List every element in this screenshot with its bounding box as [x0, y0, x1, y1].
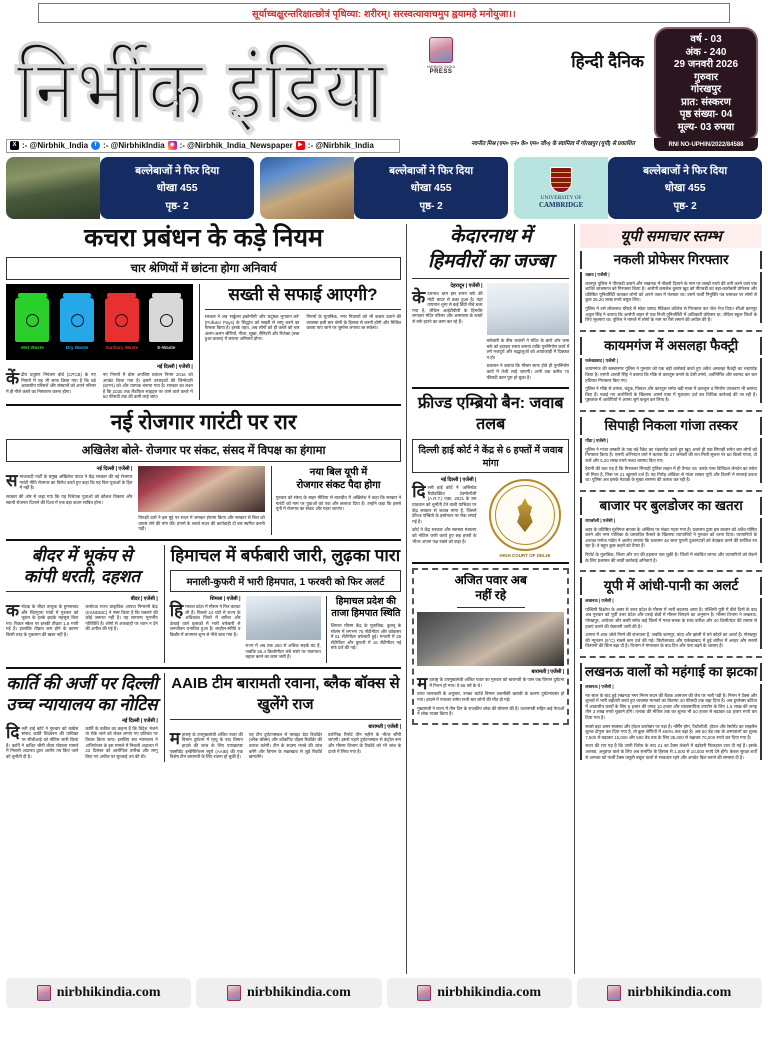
rojgar-body-3: [276, 495, 401, 512]
rojgar-byline: नई दिल्ली | एजेंसी |: [96, 466, 133, 473]
court-emblem-icon: [512, 498, 538, 532]
aaib-paragraph-1: महाराष्ट्र के उपमुख्यमंत्री अजित पवार की विमान दुर्घटना में मृत्यु के बाद विमान हादसे की जांच के लिए एयरक्राफ्ट एक्सीडेंट इन्वेस्टिगेशन ब्यूरो (AAIB) की एक विशेष टीम बारामती के लिए रवाना हो चुकी है।: [169, 728, 243, 760]
sidebar-headline-3: बाजार पर बुलडोजर का खतरा: [580, 497, 762, 515]
court-seal-label: HIGH COURT OF DELHI: [499, 553, 551, 559]
sidebar-para-0-1: कानपुर पुलिस ने पीएचडी कराने और लखनऊ में नौकरी दिलाने के नाम पर लाखों रुपये की ठगी करने वाले एक शातिर जालसाज को गिरफ्तार किया है। आरोपी कमलेश कुमार खुद को पीएचडी का बड़ा-कारोबारी प्रोफेसर और प्रतिष्ठित यूनिवर्सिटी बताकर लोगों को अपने जाल में फंसाता था। उसने फर्जी नियुक्ति पत्र थमाकर पर लोगों से कुल 35.20 लाख रुपये वसूल लिए।: [585, 280, 757, 303]
rojgar-paragraph-4: सरकार की ओर से कहा गया कि यह विधेयक युवाओं को कौशल विकास और स्थायी रोजगार दिलाने की दिशा में एक बड़ा कदम साबित होगा।: [6, 493, 133, 505]
promo-card[interactable]: [6, 157, 254, 219]
sidebar-news-item[interactable]: [580, 497, 762, 572]
sidebar-para-4-1: पश्चिमी विक्षोभ के असर से उत्तर प्रदेश के मौसम में भारी बदलाव आया है। पश्चिमी यूपी में बीते दिनों के बाद अब गुरुवार को पूर्वी उत्तर प्रदेश और तराई क्षेत्रों में मौसम बिगड़ने का अनुमान है। मौसम विभाग ने लखनऊ, गोरखपुर, अयोध्या और बस्ती समेत कई जिलों में गरज-चमक के साथ बारिश और 40 किमी/घंटा की रफ्तार से हवाएं चलने की चेतावनी जारी की है।: [585, 606, 757, 629]
karti-aaib-row: [6, 673, 401, 763]
article-karti-notice: [6, 673, 158, 763]
youtube-icon[interactable]: ▶: [296, 141, 305, 150]
sidebar-byline-1: फर्रुखाबाद | एजेंसी |: [585, 357, 618, 363]
embryo-subhead: दिल्ली हाई कोर्ट ने केंद्र से 6 हफ्तों में जवाब मांगा: [412, 439, 569, 473]
obit-paragraph-3: मुख्यमंत्री ने राज्य में तीन दिन के राजकीय शोक की घोषणा की है। प्रधानमंत्री सहित कई नेताओं ने शोक व्यक्त किया है।: [417, 705, 565, 717]
masthead-tagline: हिन्दी दैनिक: [571, 52, 644, 71]
footer-site-url[interactable]: nirbhikindia.com: [246, 985, 351, 1000]
edition-pages: पृष्ठ संख्या- 04: [679, 109, 733, 120]
himachal-body-1: [169, 600, 241, 638]
sidebar-news-item[interactable]: [580, 577, 762, 658]
himachal-paragraph-1: हिमाचल प्रदेश में मौसम ने फिर करवट ली है। पिछले 24 घंटों में राज्य के अधिकांश जिलों में बारिश और ऊंचाई वाले इलाकों में भारी बर्फबारी से जनजीवन प्रभावित हुआ है। लाहौल-स्पीति व किन्नौर में तापमान शून्य से नीचे चला गया है।: [169, 600, 241, 637]
article-bidar-earthquake: [6, 545, 158, 663]
sidebar-headline-1: कायमगंज में असलहा फैक्ट्री: [580, 337, 762, 355]
sidebar-body-0: [580, 272, 762, 323]
footer-site-url[interactable]: nirbhikindia.com: [627, 985, 732, 1000]
himachal-subhead: मनाली-कुफरी में भारी हिमपात, 1 फरवरी को फिर अलर्ट: [170, 570, 401, 592]
kedarnath-body-1: [412, 288, 483, 325]
social-media-bar: [6, 138, 762, 153]
promo-line2: धोखा 455: [664, 182, 706, 194]
bin-label-dry: Dry Waste: [65, 345, 89, 350]
page-title: निर्भीक इंडिया: [16, 43, 387, 138]
social-handles: [6, 139, 400, 153]
obit-headline-line2: नहीं रहे: [475, 588, 507, 603]
lead-sub-article-title: सख्ती से सफाई आएगी?: [228, 285, 378, 304]
rojgar-paragraph-1: समाजवादी पार्टी के प्रमुख अखिलेश यादव ने केंद्र सरकार की नई रोजगार गारंटी नीति रोजगार का विरोध करते हुए कहा कि यह बिल युवाओं के हित में नहीं है।: [6, 471, 133, 491]
bidar-body: [6, 600, 158, 638]
sidebar-byline-0: उन्नाव | एजेंसी |: [585, 272, 610, 277]
waste-bins-photo: [6, 284, 193, 360]
himachal-paragraph-3: राज्य में अब तक 250 से अधिक सड़कें बंद हैं, जबकि 55.4 किलोमीटर लंबे रास्ते पर यातायात बहाल करने का काम जारी है।: [245, 642, 321, 660]
himachal-body-3: [246, 643, 321, 660]
rojgar-subhead: अखिलेश बोले- रोजगार पर संकट, संसद में विपक्ष का हंगामा: [6, 439, 401, 462]
kedarnath-headline-line2: हिमवीरों का जज्बा: [428, 251, 554, 272]
bin-wet-waste: [15, 298, 49, 350]
social-handle-instagram[interactable]: :- @Nirbhik_India_Newspaper: [179, 141, 293, 150]
social-handle-x[interactable]: :- @Nirbhik_India: [22, 141, 89, 150]
aaib-headline: AAIB टीम बारामती रवाना, ब्लैक बॉक्स से खुलेंगे राज: [171, 674, 400, 713]
bin-dry-waste: [60, 298, 94, 350]
sidebar-body-3: [580, 518, 762, 563]
rojgar-body-2: [138, 515, 264, 532]
rojgar-box-title-line2: रोजगार संकट पैदा होगा: [296, 480, 381, 492]
sidebar-byline-5: लखनऊ | एजेंसी |: [585, 683, 614, 689]
sidebar-body-1: [580, 358, 762, 403]
promo-card[interactable]: [260, 157, 508, 219]
sidebar-para-0-2: पुलिस ने उसे लोकनाथ चौराहे से स्वेता प्रसाद मेडिकल कॉलेज से गिरफ्तार कर जेल भेज दिया। सीओ कानपुर अतुल सिंह ने बताया कि आरोपी बाहर से एक निजी यूनिवर्सिटी में अधिकारी प्रोफेसर था, लेकिन स्कूल जिलों के लिए सूचनाएं था। पुलिस ने मामले में लोगों के नाम पर पैसे लगाने की अपील की है।: [585, 305, 757, 323]
sidebar-headline-2: सिपाही निकला गांजा तस्कर: [580, 417, 762, 435]
sidebar-news-item[interactable]: [580, 417, 762, 492]
promo-line2: धोखा 455: [410, 182, 452, 194]
lead-headline: कचरा प्रबंधन के कड़े नियम: [84, 224, 324, 252]
up-news-sidebar: [574, 224, 762, 974]
edition-day: गुरुवार: [694, 71, 718, 83]
sidebar-headline-0: नकली प्रोफेसर गिरफ्तार: [580, 251, 762, 269]
bin-label-sanitary: Sanitary Waste: [105, 345, 139, 350]
middle-column: [406, 224, 569, 974]
bidar-headline-line2: कांपी धरती, दहशत: [23, 566, 141, 586]
promo-text: [100, 157, 254, 219]
masthead: [6, 25, 762, 137]
press-logo-icon: [429, 37, 453, 63]
obit-body: [417, 674, 565, 717]
promo-line1: बल्लेबाजों ने फिर दिया: [643, 165, 728, 177]
sanskrit-motto-banner: [38, 3, 730, 23]
promo-cards-row: [6, 157, 762, 219]
sidebar-news-item[interactable]: [580, 663, 762, 767]
lead-paragraph-3: केंद्रीय प्रदूषण नियंत्रण बोर्ड (CPCB) के नए नियमों में यह भी साफ किया गया है कि बड़े आवासीय परिसरों और संस्थानों को अपने परिसर में ही गीले कचरे का निस्तारण करना होगा।: [6, 369, 96, 394]
obit-paragraph-2: प्राप्त जानकारी के अनुसार, उनका चार्टर्ड विमान तकनीकी खराबी के कारण दुर्घटनाग्रस्त हो गया। हादसे में पायलट समेत सभी चार लोगों की मौत हो गई।: [417, 691, 565, 702]
press-logo: [424, 37, 458, 75]
sidebar-title: यूपी समाचार स्तम्भ: [580, 224, 762, 248]
lead-body-right: [205, 314, 401, 342]
aaib-paragraph-3: प्रारंभिक रिपोर्ट तीन महीने के भीतर सौंपी जाएगी। इससे पहले दुर्घटनास्थल से कंट्रोल रूम और मौसम विभाग के रिकॉर्ड को भी जांच के दायरे में लिया गया है।: [328, 731, 402, 754]
bidar-himachal-row: [6, 545, 401, 663]
rni-number: RNI NO-UPHIN/2022/84588: [654, 138, 758, 151]
karti-byline: नई दिल्ली | एजेंसी |: [122, 717, 158, 724]
sidebar-para-3-1: शहर के प्रतिष्ठित मुंशीगंज बाजार के अस्तित्व पर संकट गहरा गया है। प्रशासन द्वारा इस बाजार को अवैध घोषित करने और नगर पालिका के प्रस्तावित फैसले के खिलाफ व्यापारियों ने गुरुवार को धरना दिया। व्यापारियों के अध्यक्ष मनोज पांडेय ने आरोप लगाया कि प्रशासन 48 साल पुरानी दुकानदारों को बेदखल करने की साजिश रच रहा है। वे बहुत कुछ कहने को तैयार हैं।: [585, 526, 757, 549]
sidebar-body-5: [580, 684, 762, 760]
aaib-paragraph-2: यह टीम दुर्घटनास्थल से फ्लाइट डेटा रिकॉर्डर (ब्लैक बॉक्स) और कॉकपिट वॉइस रिकॉर्डर की तलाश करेगी। टीम के सदस्य मलबे की जांच करेंगे और विमान के रखरखाव से जुड़े रिकॉर्ड खंगालेंगे।: [248, 731, 323, 760]
himachal-paragraph-2: शिमला मौसम केंद्र के मुताबिक, कुल्लू के सोलंग में लगभग 75 सेंटीमीटर और कोकसर में 51 सेंटीमीटर बर्फबारी हुई। मनाली में 28 सेंटीमीटर और कुफरी में 16 सेंटीमीटर नई बर्फ दर्ज की गई।: [330, 622, 402, 651]
obit-byline: बारामती | एजेंसी |: [531, 669, 565, 676]
bidar-paragraph-1: कर्नाटक के बीदर तालुक के हुमनाबाद और चिटगुप्पा गांवों में गुरुवार को भूकंप के हल्के झटके महसूस किए गए। रिक्टर स्केल पर इसकी तीव्रता 1.8 मापी गई है। हालांकि तीव्रता कम होने के कारण किसी तरह के नुकसान की खबर नहीं है।: [6, 600, 79, 637]
delhi-high-court-seal-icon: [489, 479, 561, 551]
cambridge-line1: UNIVERSITY OF: [540, 195, 582, 201]
kedarnath-byline: देहरादून | एजेंसी |: [450, 283, 483, 289]
kedarnath-paragraph-3: प्रशासन ने बताया कि मौसम साफ होते ही पुनर्निर्माण कार्य में तेजी लाई जाएगी। अभी तक करीब 70 फीसदी काम पूरा हो चुका है।: [486, 363, 570, 380]
kedarnath-snow-photo: [487, 283, 570, 335]
sidebar-para-2-2: हैरानी की बात यह है कि गिरफ्तार सिपाही पुलिस लाइन में ही तैनात था। उसके पास डिजिटल लेनदेन का ब्योरा भी मिला है, जिस पर 21 खुलासे दर्ज हैं। यह गिरोह ओडिशा से गांजा लाकर यूपी और दिल्ली में सप्लाई करता था। पुलिस अब इसके नेटवर्क के मुख्य सरगना की तलाश कर रही है।: [585, 466, 757, 483]
main-content-grid: [6, 224, 762, 974]
promo-text: [608, 157, 762, 219]
promo-page-ref: पृष्ठ- 2: [165, 201, 189, 212]
promo-page-ref: पृष्ठ- 2: [419, 201, 443, 212]
promo-line2: धोखा 455: [156, 182, 198, 194]
footer-site-cell[interactable]: [6, 978, 191, 1008]
karti-body: [6, 722, 158, 763]
sidebar-para-2-1: पुलिस ने गांजा तस्करी के एक बड़े रैकेट का भंडाफोड़ करते हुए खुद अपने ही एक सिपाही समेत चार लोगों को गिरफ्तार किया है। एसपी अभिनंदन वर्मा ने बताया कि 27 जनवरी की रात मिली सूचना पर 60 किलो गांजा, दो कारें और 5.20 लाख रुपये नकद बरामद किए गए।: [585, 446, 757, 463]
sidebar-byline-3: रायबरेली | एजेंसी |: [585, 518, 616, 524]
article-himachal-snow: [164, 545, 401, 663]
sidebar-para-1-2: पुलिस ने मौके से तमंचा, बंदूक, पिस्टल और कारतूस समेत बड़ी मात्रा में कारतूस व निर्माण उपकरण भी बरामद किए हैं। पकड़े गए आरोपियों के खिलाफ आर्म्स एक्ट में मुकदमा दर्ज कर विधिक कार्रवाई की जा रही है। पूछताछ में आरोपियों ने अपना जुर्म कबूल कर लिया है।: [585, 386, 757, 403]
footer-site-cell[interactable]: [577, 978, 762, 1008]
edition-date: 29 जनवरी 2026: [673, 59, 739, 70]
embryo-byline: नई दिल्ली | एजेंसी |: [440, 477, 477, 484]
edition-place: गोरखपुर: [690, 84, 722, 95]
footer-logo-icon: [227, 985, 241, 1001]
promo-photo-police: [6, 157, 100, 219]
sidebar-byline-4: लखनऊ | एजेंसी |: [585, 598, 614, 604]
instagram-icon[interactable]: ◉: [169, 142, 175, 148]
footer-site-cell[interactable]: [196, 978, 381, 1008]
kedarnath-paragraph-2: बर्फबारी के बीच जवानों ने मंदिर के चारों ओर जमा बर्फ को हटाकर रास्ता बनाया ताकि पुनर्निर्माण कार्य में लगे मजदूरों और श्रद्धालुओं को आवाजाही में दिक्कत न हो।: [486, 338, 570, 360]
bidar-headline-line1: बीदर में भूकंप से: [31, 545, 133, 565]
newspaper-page: [0, 3, 768, 1043]
lead-byline: नई दिल्ली | एजेंसी |: [157, 364, 193, 370]
footer-logo-icon: [37, 985, 51, 1001]
lead-subhead: चार श्रेणियों में छांटना होगा अनिवार्य: [6, 257, 401, 280]
left-column: [6, 224, 401, 974]
embryo-headline: फ्रीज्ड एम्ब्रियो बैन: जवाब तलब: [417, 395, 564, 434]
karti-paragraph-2: कार्ति के वकील का कहना है कि विदेश भेजने या रोके जाने को लेकर लगाए गए प्रतिबंध पर विचार किया जाए। इसलिए सत्र न्यायालय ने अभियोजन के इस मामले में निचली अदालत में 23 दिसंबर को आरोपित्व तारीख और लागू किए गए अपील पर सुनवाई तय की थी।: [85, 725, 158, 759]
karti-headline-line2: उच्च न्यायालय का नोटिस: [6, 694, 158, 714]
edition-info-box: [654, 27, 758, 140]
social-handle-facebook[interactable]: :- @NirbhikIndia: [103, 141, 165, 150]
sidebar-headline-5: लखनऊ वालों को महंगाई का झटका: [580, 663, 762, 681]
himachal-body-2: [331, 623, 401, 651]
edition-type: प्रात: संस्करण: [681, 96, 731, 108]
press-logo-label: PRESS: [429, 69, 453, 75]
article-kedarnath: [412, 224, 569, 383]
bidar-byline: बीदर | एजेंसी |: [130, 595, 158, 602]
sidebar-para-5-3: सदन की राय यह है कि जानी विरोध के बाद 21 का टैक्स लेकरों में बढ़ोतरी फिलहाल टाल दी गई है। इसके अलावा, अनुज्ञप्त वाले के लिए अब समर्पित के हिसाब से 1,000 से 10,000 रुपये देने होंगे। केबल सुरक्षा शर्तों से अन्यथा को फर्जी टैक्स वसूली वसूल वालों से सावधान रहने और अपडेट बिल बनाने की समस्या दी है।: [585, 743, 757, 760]
lead-paragraph-4: नए नियमों में ठोस अपशिष्ट प्रबंधन नियम 2016 को अपडेट किया गया है। इसमें उत्पादकों की जिम्मेदारी (EPR) को और व्यापक बनाया गया है। सरकार का लक्ष्य है कि 2030 तक लैंडफिल साइट्स पर जाने वाले कचरे में 50 फीसदी तक की कमी लाई जाए।: [102, 372, 193, 400]
sidebar-para-1-1: कायमगंज की कस्बानगर पुलिस ने गुरुवार को एक बड़ी कार्रवाई करते हुए अवैध असलहा फैक्ट्री का भंडाफोड़ किया है। एसपी आरती सिंह ने बताया कि मौके से कारतूस बनाने के देसी तमंचे, अर्धनिर्मित और बरामद कर चार हथियार गिरफ्तार किए गए।: [585, 366, 757, 383]
karti-paragraph-1: दिल्ली हाई कोर्ट ने गुरुवार को कांग्रेस सांसद कार्ति चिदंबरम की याचिका पर सीबीआई को नोटिस जारी किया है। कार्ति ने कथित चीनी वीजा घोटाला मामले में निचली अदालत द्वारा आरोप तय किए जाने को चुनौती दी है।: [6, 722, 79, 759]
karti-headline-line1: कार्ति की अर्जी पर दिल्ली: [6, 673, 158, 693]
aaib-body: [169, 728, 402, 761]
bidar-paragraph-2: कर्नाटक राज्य प्राकृतिक आपदा निगरानी केंद्र (KSNDMC) ने स्पष्ट किया है कि घबराने की कोई जरूरत नहीं है। यह सामान्य भूगर्भीय गतिविधि है। लोगों से अफवाहों पर ध्यान न देने की अपील की गई है।: [85, 603, 158, 632]
rojgar-headline: नई रोजगार गारंटी पर रार: [110, 411, 297, 435]
footer-logo-icon: [417, 985, 431, 1001]
facebook-icon[interactable]: f: [91, 141, 100, 150]
bin-e-waste: [149, 298, 183, 350]
himachal-byline: शिमला | एजेंसी |: [210, 595, 241, 602]
sidebar-para-5-2: सबसे बड़ा असर स्वास्थ्य और होटल कारोबार पर पड़ा है। नर्सिंग होम, पैथोलॉजी, होटल और रेस्टोरेंट का लाइसेंस शुल्क दोगुना कर दिया गया है, तो कुछ श्रेणियों में 400% तक बढ़ा है। अब 50 बेड तक के अस्पतालों का शुल्क 7,500 से बढ़ाकर 15,000 और 500 बेड तक के लिए 35,000 से बढ़ाकर 70,000 रुपये कर दिया गया है।: [585, 723, 757, 740]
lead-paragraph-1: सरकार ने अब 'सर्कुलर इकोनॉमी' और 'प्रदूषक भुगतान करे' (Polluter Pays) के सिद्धांत को सख्ती से लागू करने का फैसला किया है। इसके तहत, अब लोगों को ही कचरे को चार अलग-अलग श्रेणियों, गीला, सूखा, सैनिटरी और रिजेक्ट (बचा हुआ कचरा) में छांटना अनिवार्य होगा।: [204, 314, 300, 342]
obit-paragraph-1: महाराष्ट्र के उपमुख्यमंत्री अजित पवार का गुरुवार को बारामती के पास एक विमान दुर्घटना में निधन हो गया। वे 66 वर्ष के थे।: [417, 674, 565, 694]
promo-text: [354, 157, 508, 219]
article-waste-management: [6, 224, 401, 400]
footer-website-bar: [6, 978, 762, 1008]
sidebar-news-item[interactable]: [580, 251, 762, 332]
sidebar-body-2: [580, 438, 762, 483]
lead-body-left: [6, 369, 193, 400]
sidebar-news-item[interactable]: [580, 337, 762, 412]
rojgar-paragraph-2: गुरुवार को संसद के बाहर मीडिया से बातचीत में अखिलेश ने कहा कि सरकार ने गारंटी को नाम पर युवाओं को एक और छलावा दिया है। उन्होंने कहा कि इससे यूपी में रोजगार का संकट और गहरा जाएगा।: [275, 495, 402, 512]
obit-headline-line1: अजित पवार अब: [454, 573, 527, 588]
article-aaib-team: [164, 673, 401, 763]
kedarnath-body-2: [487, 338, 570, 380]
article-frozen-embryo: [412, 393, 569, 558]
promo-page-ref: पृष्ठ- 2: [673, 201, 697, 212]
cambridge-logo: [514, 157, 608, 219]
sidebar-para-3-2: रिपोर्ट के मुताबिक, जिला और तय की हड़ताल चल चुकी है। जिलों में संबंधित लागत और व्यापारियों को रोकने के लिए प्रशासन की लाठी कार्रवाई अनिवार्य है।: [585, 552, 757, 563]
embryo-body-1: [412, 482, 477, 544]
akhilesh-yadav-photo: [138, 466, 264, 512]
press-logo-subtext: NIRBHIK INDIA: [426, 64, 455, 69]
footer-site-url[interactable]: nirbhikindia.com: [437, 985, 542, 1000]
sidebar-byline-2: गोंडा | एजेंसी |: [585, 437, 609, 443]
kedarnath-paragraph-1: केदारनाथ धाम इस समय बर्फ की मोटी चादर से ढका हुआ है। यहां तापमान शून्य से कई डिग्री नीचे चला गया है, लेकिन आईटीबीपी के हिमवीर लगातार मंदिर परिसर और आसपास के रास्तों से बर्फ हटाने का काम कर रहे हैं।: [412, 288, 483, 324]
sidebar-body-4: [580, 598, 762, 649]
edition-price: मूल्य- 03 रुपया: [677, 121, 735, 133]
ajit-pawar-photo: [417, 612, 564, 666]
rojgar-body-1: [6, 471, 133, 505]
social-handle-youtube[interactable]: :- @Nirbhik_India: [307, 141, 374, 150]
himachal-snow-photo: [246, 596, 321, 640]
publisher-statement: नवनीत मिश्र (एम० एन० के० एम० जी०) के स्वामित्व में गोरखपुर (यूपी) से प्रकाशित: [471, 141, 635, 147]
himachal-box-title-line2: ताजा हिमपात स्थिति: [331, 607, 401, 619]
promo-line1: बल्लेबाजों ने फिर दिया: [135, 165, 220, 177]
bin-label-wet: Wet Waste: [20, 345, 44, 350]
footer-site-cell[interactable]: [387, 978, 572, 1008]
obituary-ajit-pawar: [412, 568, 569, 725]
promo-photo-artwork: [260, 157, 354, 219]
footer-logo-icon: [607, 985, 621, 1001]
rojgar-paragraph-3: विपक्षी दलों ने इस मुद्दे पर सदन में जमकर हंगामा किया और सरकार से बिल को वापस लेने की मांग की। हंगामे के चलते सदन की कार्यवाही दो बार स्थगित करनी पड़ी।: [138, 515, 265, 532]
cambridge-crest-icon: [550, 167, 572, 193]
kedarnath-headline-line1: केदारनाथ में: [449, 226, 532, 247]
sidebar-headline-4: यूपी में आंधी-पानी का अलर्ट: [580, 577, 762, 595]
bin-label-ewaste: E-Waste: [157, 345, 176, 350]
cambridge-line2: CAMBRIDGE: [538, 201, 584, 209]
lead-paragraph-2: नियमों के मुताबिक, नगर निकायों को भी कचरा उठाने की व्यवस्था इसी चार श्रेणी के हिसाब से करनी होगी और मिश्रित कचरा पाए जाने पर जुर्माना लगाया जा सकेगा।: [306, 314, 402, 331]
aaib-byline: बारामती | एजेंसी |: [368, 723, 402, 730]
promo-line1: बल्लेबाजों ने फिर दिया: [389, 165, 474, 177]
himachal-box-title-line1: हिमाचल प्रदेश की: [335, 595, 396, 607]
himachal-headline: हिमाचल में बर्फबारी जारी, लुढ़का पारा: [170, 545, 401, 565]
footer-site-url[interactable]: nirbhikindia.com: [56, 985, 161, 1000]
sidebar-para-5-1: नए साल के बाद हुई लखनऊ नगर निगम सदन की बैठक आमजन की जेब पर भारी पड़ी है। निगम ने टैक्स और शुल्कों में भारी बढ़ोतरी करते हुए व्यवस्था मानकों का किराया 40 फीसदी तक बढ़ा दिया है। अब डुप्लेक्स कॉटेज में आवासीय कार्यों के लिए 5 हजार की जगह 10 हजार और व्यावसायिक उपयोग के लिए 1.5 लाख की जगह तीन 3 लाख रुपये चुकाने होंगे। तलाक की मंजिल तक का शुल्क भी 50 हजार से बढ़ाकर 65 हजार रुपये कर दिया गया है।: [585, 692, 757, 720]
rojgar-box-title-line1: नया बिल यूपी में: [309, 467, 368, 479]
article-rojgar-guarantee: [6, 410, 401, 535]
sidebar-para-4-2: आगरा में आठ ओले गिरने की संभावना है, जबकि कानपुर, बांदा और झांसी में घने कोहरे का अलर्ट है। गोरखपुर की न्यूनतम (6°C) सबसे कम दर्ज की गई। फिरोजाबाद और फर्रुखाबाद में हुई बारिश में अरहर और सरसों किसानों की चिंता बढ़ा दी है। विभाग ने मंगलवार के बाद दिन और पारा बढ़ने के आसार हैं।: [585, 632, 757, 649]
bin-sanitary-waste: [105, 298, 139, 350]
sanskrit-motto-text: सूर्याच्चक्षुरन्तरिक्षात्छोत्रं पृथिव्या: शरीरम्। सरस्वत्यावाचमुप ह्वयामहे मनोयुजा।।: [252, 8, 516, 20]
edition-issue: अंक - 240: [685, 46, 727, 58]
promo-card[interactable]: [514, 157, 762, 219]
embryo-paragraph-2: कोर्ट ने केंद्र सरकार और स्वास्थ्य मंत्रालय को नोटिस जारी करते हुए छह हफ्तों के भीतर अपना पक्ष रखने को कहा है।: [412, 527, 477, 544]
edition-year: वर्ष - 03: [690, 34, 722, 45]
embryo-paragraph-1: दिल्ली हाई कोर्ट ने 'असिस्टेड रिप्रोडक्टिव टेक्नोलॉजी (A.R.T.) एक्ट, 2021 के उस प्रावधान को चुनौती देने वाली याचिका पर केंद्र सरकार से जवाब मांगा है, जिसमें फ्रीज्ड एम्ब्रियो के इस्तेमाल पर रोक लगाई गई है।: [412, 482, 477, 524]
x-icon[interactable]: X: [10, 141, 19, 150]
